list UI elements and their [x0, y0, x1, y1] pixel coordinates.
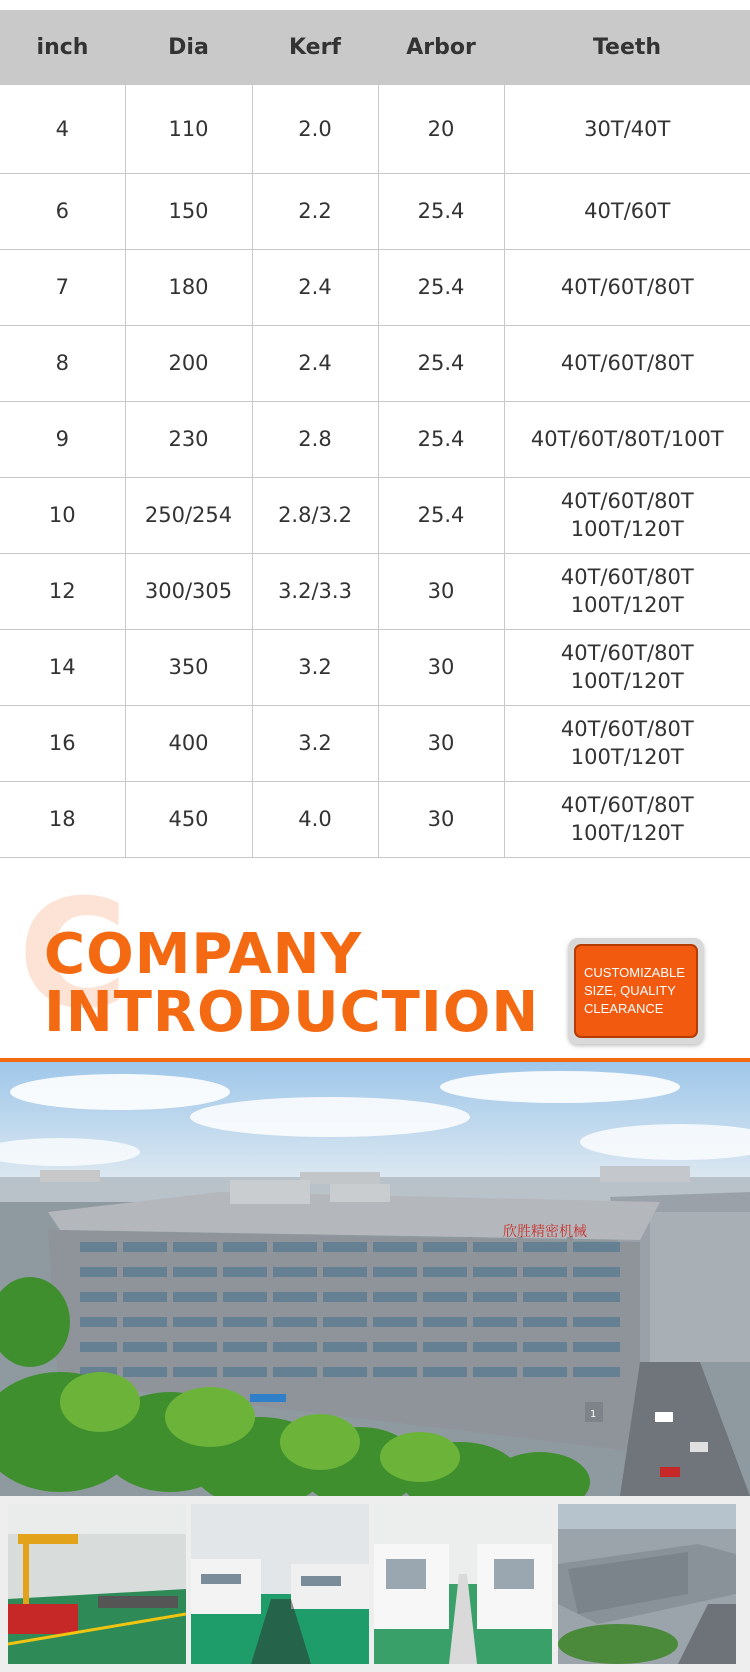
- table-header-row: [0, 10, 750, 85]
- header-dia: Dia: [125, 10, 252, 85]
- table-row: [0, 249, 750, 325]
- cell-teeth: 30T/40T: [504, 85, 750, 173]
- workshop-cnc-image: [191, 1504, 369, 1664]
- table-row: [0, 553, 750, 629]
- cell-teeth: 40T/60T: [504, 173, 750, 249]
- cell-kerf: 2.0: [252, 85, 378, 173]
- cell-arbor: 30: [378, 705, 504, 781]
- spec-table: [0, 10, 750, 858]
- cell-teeth: 40T/60T/80T 100T/120T: [504, 781, 750, 857]
- gate-number: 1: [590, 1409, 597, 1420]
- cell-inch: 6: [0, 173, 125, 249]
- cell-arbor: 25.4: [378, 401, 504, 477]
- cell-teeth: 40T/60T/80T/100T: [504, 401, 750, 477]
- cell-kerf: 3.2: [252, 629, 378, 705]
- cell-kerf: 3.2/3.3: [252, 553, 378, 629]
- cell-arbor: 30: [378, 629, 504, 705]
- cell-inch: 14: [0, 629, 125, 705]
- workshop-crane-image: [8, 1504, 186, 1664]
- workshop-photo-1: [8, 1504, 186, 1664]
- table-row: [0, 477, 750, 553]
- cell-dia: 250/254: [125, 477, 252, 553]
- factory-illustration: [0, 1062, 750, 1496]
- cell-inch: 4: [0, 85, 125, 173]
- cell-kerf: 2.8/3.2: [252, 477, 378, 553]
- cell-kerf: 2.4: [252, 249, 378, 325]
- cell-inch: 12: [0, 553, 125, 629]
- table-row: [0, 173, 750, 249]
- cell-dia: 110: [125, 85, 252, 173]
- table-row: [0, 401, 750, 477]
- table-row: [0, 629, 750, 705]
- cell-teeth: 40T/60T/80T 100T/120T: [504, 477, 750, 553]
- section-title: [44, 922, 540, 1045]
- factory-aerial-photo: [0, 1062, 750, 1496]
- cell-kerf: 2.4: [252, 325, 378, 401]
- workshop-photo-4: [558, 1504, 736, 1664]
- cell-teeth: 40T/60T/80T 100T/120T: [504, 629, 750, 705]
- cell-arbor: 25.4: [378, 173, 504, 249]
- cell-inch: 16: [0, 705, 125, 781]
- cell-dia: 150: [125, 173, 252, 249]
- workshop-photo-2: [191, 1504, 369, 1664]
- company-introduction-section: [0, 860, 750, 1060]
- title-line-2: INTRODUCTION: [44, 980, 540, 1045]
- feature-badge-inner: [574, 944, 698, 1038]
- cell-inch: 18: [0, 781, 125, 857]
- cell-arbor: 25.4: [378, 325, 504, 401]
- cell-dia: 200: [125, 325, 252, 401]
- header-kerf: Kerf: [252, 10, 378, 85]
- cell-teeth: 40T/60T/80T: [504, 325, 750, 401]
- table-row: [0, 325, 750, 401]
- decorative-background-letter: C: [18, 868, 129, 1042]
- badge-line-1: CUSTOMIZABLE: [584, 965, 685, 980]
- cell-arbor: 30: [378, 553, 504, 629]
- cell-kerf: 2.2: [252, 173, 378, 249]
- header-arbor: Arbor: [378, 10, 504, 85]
- cell-inch: 10: [0, 477, 125, 553]
- table-row: [0, 781, 750, 857]
- cell-dia: 350: [125, 629, 252, 705]
- cell-dia: 180: [125, 249, 252, 325]
- cell-kerf: 4.0: [252, 781, 378, 857]
- cell-dia: 300/305: [125, 553, 252, 629]
- cell-dia: 400: [125, 705, 252, 781]
- cell-dia: 230: [125, 401, 252, 477]
- cell-teeth: 40T/60T/80T: [504, 249, 750, 325]
- feature-badge: [568, 938, 704, 1044]
- factory-thumbnails: [0, 1496, 750, 1672]
- badge-line-2: SIZE, QUALITY: [584, 983, 676, 998]
- cell-teeth: 40T/60T/80T 100T/120T: [504, 705, 750, 781]
- cell-kerf: 2.8: [252, 401, 378, 477]
- cell-inch: 8: [0, 325, 125, 401]
- header-inch: inch: [0, 10, 125, 85]
- cell-arbor: 25.4: [378, 477, 504, 553]
- badge-line-3: CLEARANCE: [584, 1001, 664, 1016]
- cell-inch: 9: [0, 401, 125, 477]
- cell-kerf: 3.2: [252, 705, 378, 781]
- table-row: [0, 85, 750, 173]
- cell-arbor: 30: [378, 781, 504, 857]
- table-row: [0, 705, 750, 781]
- title-line-1: COMPANY: [44, 922, 363, 987]
- cell-inch: 7: [0, 249, 125, 325]
- workshop-machine-row-image: [374, 1504, 552, 1664]
- cell-arbor: 20: [378, 85, 504, 173]
- workshop-photo-3: [374, 1504, 552, 1664]
- cell-arbor: 25.4: [378, 249, 504, 325]
- cell-dia: 450: [125, 781, 252, 857]
- header-teeth: Teeth: [504, 10, 750, 85]
- factory-aerial-thumb-image: [558, 1504, 736, 1664]
- cell-teeth: 40T/60T/80T 100T/120T: [504, 553, 750, 629]
- building-sign: 欣胜精密机械: [503, 1224, 587, 1240]
